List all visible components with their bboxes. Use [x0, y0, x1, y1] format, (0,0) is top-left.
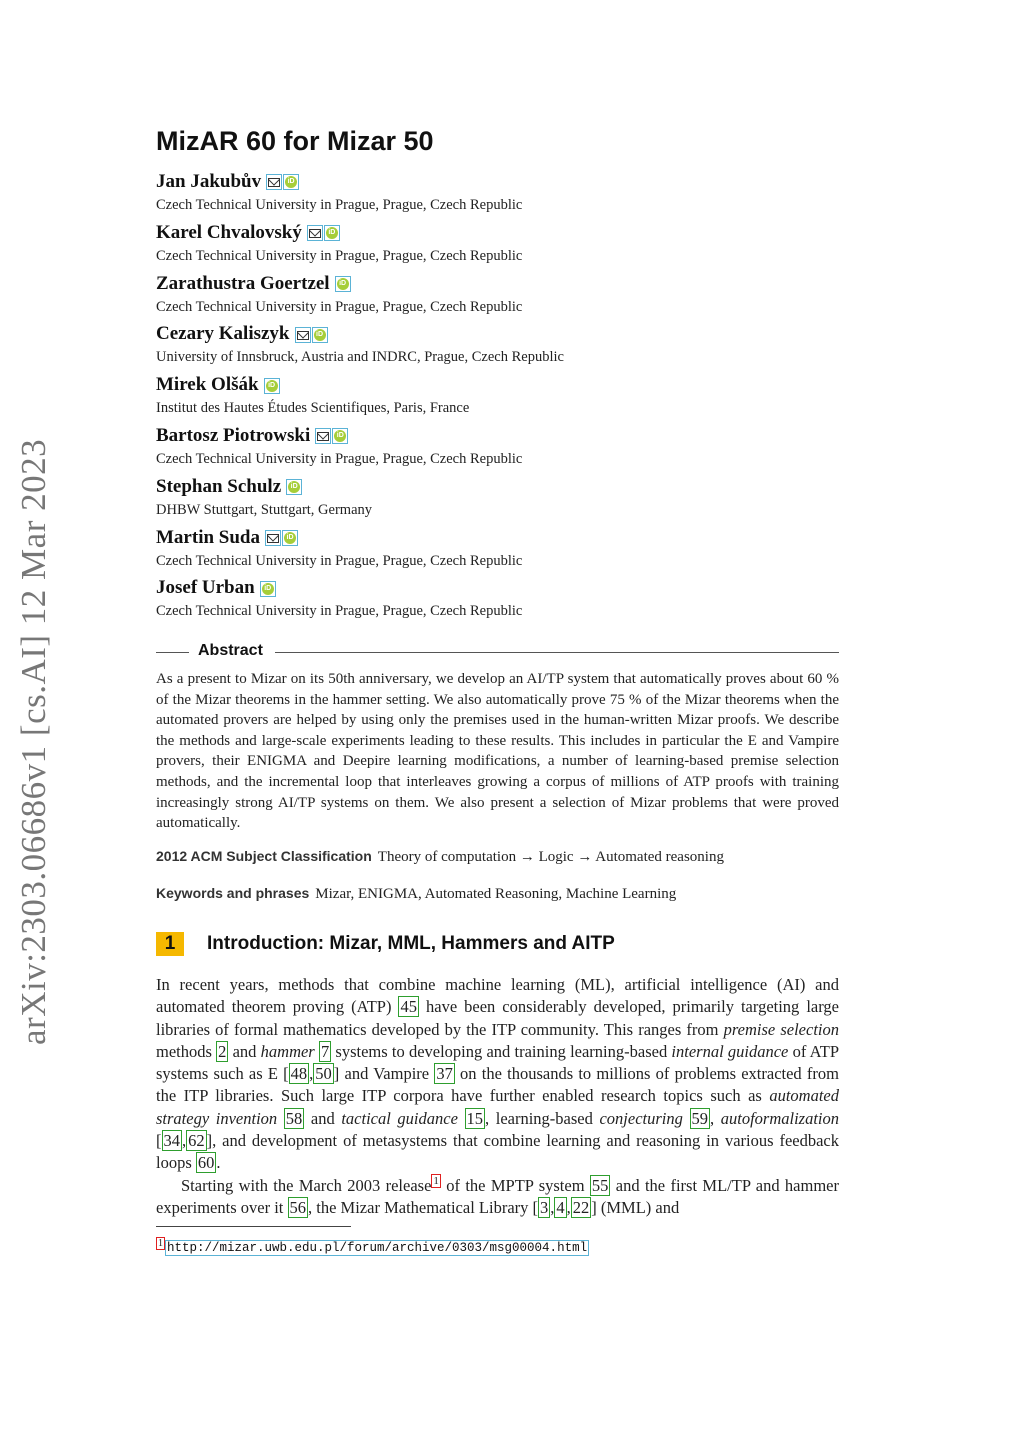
keywords-label: Keywords and phrases	[156, 885, 310, 901]
orcid-icon[interactable]: iD	[332, 428, 348, 444]
section-title: Introduction: Mizar, MML, Hammers and AITP	[207, 933, 615, 954]
author-affiliation: Czech Technical University in Prague, Prague, Czech Republic	[156, 247, 523, 264]
author-icons	[286, 478, 303, 496]
citation-link[interactable]: 56	[289, 1197, 307, 1217]
author-affiliation: Czech Technical University in Prague, Prague, Czech Republic	[156, 197, 523, 213]
section-number: 1	[156, 932, 184, 956]
citation-link[interactable]: 48	[290, 1064, 308, 1084]
envelope-icon[interactable]	[307, 225, 323, 241]
author-entry	[156, 527, 522, 570]
author-affiliation: Czech Technical University in Prague, Prague, Czech Republic	[156, 298, 523, 315]
author-entry	[156, 476, 372, 519]
orcid-icon[interactable]: iD	[286, 479, 302, 495]
citation-link[interactable]: 22	[572, 1197, 590, 1217]
author-affiliation: Institut des Hautes Études Scientifiques, Paris, France	[156, 400, 470, 417]
author-name: Bartosz Piotrowski	[156, 425, 311, 446]
orcid-icon[interactable]: iD	[283, 174, 299, 190]
citation-link[interactable]: 50	[315, 1064, 332, 1084]
orcid-icon[interactable]: iD	[335, 276, 351, 292]
abstract-text: As a present to Mizar on its 50th anniversary, we develop an AI/TP system that automatically proves about 60 % of the Mizar theorems in the hammer setting. We also automatically prove 75 % of the Mizar theorems when the automated provers are helped by using only the premises used in the human-written Mizar proofs. We describe the methods and large-scale experiments leading to these results. This includes in particular the E and Vampire provers, their ENIGMA and Deepire learning modifications, a number of learning-based premise selection methods, and the incremental loop that interleaves growing a corpus of millions of ATP proofs with training increasingly strong AI/TP systems on them. We also present a selection of Mizar problems that were proved automatically.	[156, 671, 839, 832]
author-entry	[156, 171, 522, 214]
citation-link[interactable]: 60	[197, 1153, 215, 1173]
author-icons	[260, 579, 277, 597]
author-icons	[307, 224, 341, 242]
citation-link[interactable]: 2	[218, 1041, 227, 1061]
citation-link[interactable]: 58	[285, 1108, 303, 1128]
citation-link[interactable]: 55	[591, 1175, 609, 1195]
citation-link[interactable]: 59	[691, 1108, 708, 1128]
citation-link[interactable]: 15	[466, 1108, 484, 1128]
footnote-rule	[156, 1226, 351, 1227]
citation-link[interactable]: 62	[188, 1131, 205, 1151]
paper-title: MizAR 60 for Mizar 50	[156, 126, 434, 156]
author-entry	[156, 374, 469, 417]
citation-link[interactable]: 34	[163, 1131, 180, 1151]
introduction-body	[156, 974, 839, 1219]
author-name: Cezary Kaliszyk	[156, 323, 290, 345]
orcid-icon[interactable]: iD	[324, 225, 340, 241]
orcid-icon[interactable]: iD	[282, 530, 298, 546]
author-icons	[315, 427, 349, 445]
author-entry	[156, 222, 522, 265]
author-icons	[266, 173, 300, 191]
author-affiliation: University of Innsbruck, Austria and INDRC, Prague, Czech Republic	[156, 349, 564, 366]
citation-link[interactable]: 37	[436, 1064, 453, 1084]
orcid-icon[interactable]: iD	[312, 327, 328, 343]
citation-link[interactable]: 4	[556, 1197, 565, 1217]
arxiv-identifier: arXiv:2303.06686v1 [cs.AI] 12 Mar 2023	[14, 438, 53, 1045]
keywords	[156, 885, 676, 903]
footnote	[156, 1237, 589, 1255]
author-name: Mirek Olšák	[156, 374, 259, 396]
keywords-value: Mizar, ENIGMA, Automated Reasoning, Machine Learning	[315, 886, 677, 902]
author-icons	[264, 376, 281, 394]
orcid-icon[interactable]: iD	[264, 378, 280, 394]
author-entry	[156, 273, 522, 316]
abstract-heading: Abstract	[198, 642, 263, 659]
author-entry	[156, 577, 522, 620]
citation-link[interactable]: 45	[400, 997, 417, 1017]
acm-label: 2012 ACM Subject Classification	[156, 848, 372, 864]
author-name: Josef Urban	[156, 577, 255, 599]
intro-paragraph-2: Starting with the March 2003 release $^1$ of the MPTP system 55 and the first ML/TP and hammer experiments over it 56 , the Mizar Mathematical Library [ 3 , 4 , 22 ] (MML) and	[156, 1175, 839, 1217]
author-name: Zarathustra Goertzel	[156, 272, 330, 294]
author-name: Martin Suda	[156, 526, 260, 548]
author-icons	[265, 529, 299, 547]
footnote-mark: 1	[158, 1237, 163, 1249]
author-affiliation: DHBW Stuttgart, Stuttgart, Germany	[156, 501, 372, 518]
acm-classification	[156, 848, 724, 866]
author-entry	[156, 425, 522, 468]
author-affiliation: Czech Technical University in Prague, Prague, Czech Republic	[156, 552, 523, 569]
citation-link[interactable]: 3	[540, 1197, 549, 1217]
author-name: Jan Jakubův	[156, 171, 262, 192]
intro-paragraph-1: In recent years, methods that combine machine learning (ML), artificial intelligence (AI) and automated theorem proving (ATP) 45 have been considerably developed, primarily targeting large libraries of formal mathematics developed by the ITP community. This ranges from premise selection methods 2 and hammer 7 systems to developing and training learning-based internal guidance of ATP systems such as E [ 48 , 50 ] and Vampire 37 on the thousands to millions of problems extracted from the ITP libraries. Such large ITP corpora have further enabled research topics such as automated strategy invention 58 and tactical guidance 15 , learning-based conjecturing 59 , autoformalization [ 34 , 62 ], and development of metasystems that combine learning and reasoning in various feedback loops 60 .	[156, 975, 839, 1173]
author-affiliation: Czech Technical University in Prague, Prague, Czech Republic	[156, 451, 523, 467]
envelope-icon[interactable]	[295, 327, 311, 343]
author-icons	[335, 275, 352, 293]
footnote-url-link[interactable]: http://mizar.uwb.edu.pl/forum/archive/0303/msg00004.html	[167, 1241, 588, 1255]
envelope-icon[interactable]	[265, 530, 281, 546]
footnote-ref[interactable]: 1	[433, 1175, 439, 1188]
author-name: Karel Chvalovský	[156, 221, 302, 243]
author-affiliation: Czech Technical University in Prague, Prague, Czech Republic	[156, 603, 523, 620]
author-icons	[295, 325, 329, 343]
envelope-icon[interactable]	[315, 428, 331, 444]
author-name: Stephan Schulz	[156, 475, 282, 497]
acm-value: Theory of computation → Logic → Automated reasoning	[377, 849, 724, 865]
author-entry	[156, 323, 564, 366]
orcid-icon[interactable]: iD	[260, 581, 276, 597]
envelope-icon[interactable]	[266, 174, 282, 190]
citation-link[interactable]: 7	[320, 1041, 330, 1061]
